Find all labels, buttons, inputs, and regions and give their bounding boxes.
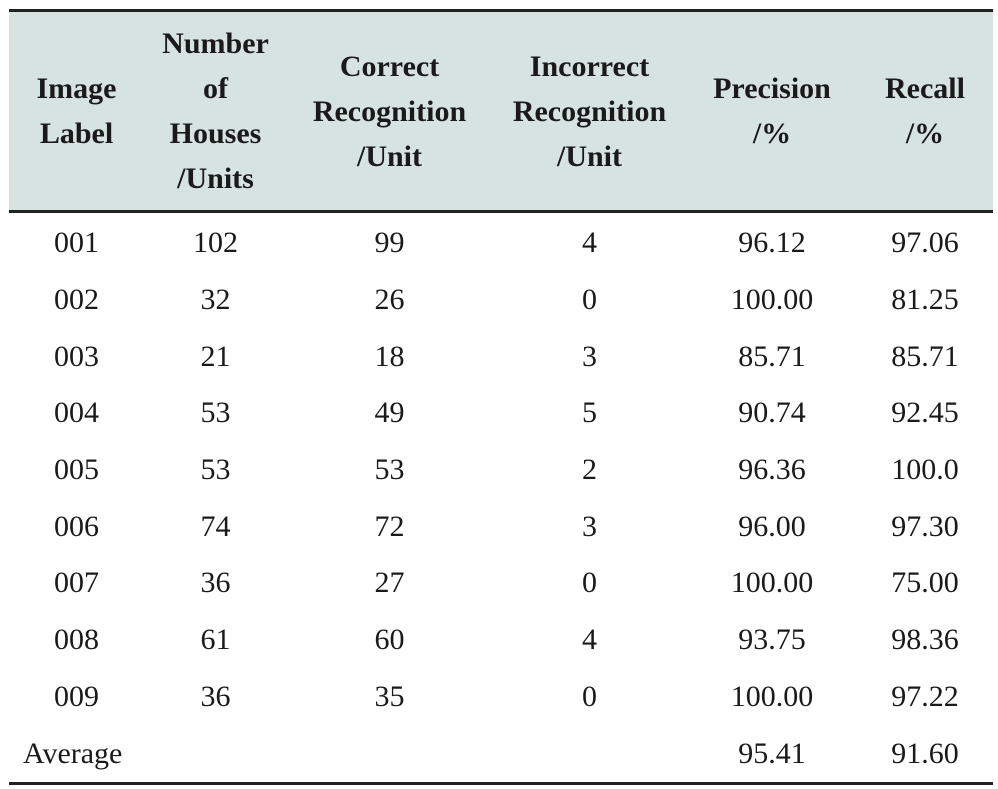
column-header-line: /%: [905, 117, 945, 150]
cell-correct-recognition: 53: [374, 453, 405, 487]
cell-number-of-houses: 53: [200, 453, 231, 487]
column-header-line: Correct: [339, 49, 440, 83]
cell-correct-recognition: 72: [374, 509, 405, 543]
cell-precision: 85.71: [738, 339, 806, 373]
average-row: [9, 725, 993, 783]
cell-precision: 100.00: [730, 679, 814, 713]
cell-incorrect-recognition: 3: [582, 509, 597, 543]
column-header-line: Recognition: [312, 94, 467, 128]
column-header-number-of-houses: [144, 11, 287, 212]
cell-recall: 97.22: [891, 679, 959, 713]
cell-image-label: 006: [54, 509, 99, 543]
column-header-line: Image: [36, 72, 117, 105]
cell-correct-recognition: 49: [374, 396, 405, 430]
results-table-container: [9, 9, 993, 785]
cell-number-of-houses: 32: [200, 283, 231, 317]
cell-correct-recognition: 60: [374, 623, 405, 657]
recognition-results-table: [9, 9, 993, 785]
cell-correct-recognition: 18: [374, 339, 405, 373]
cell-image-label: 003: [54, 339, 99, 373]
table-body: [9, 212, 993, 784]
table-row: [9, 442, 993, 499]
column-header-incorrect-recognition: [492, 11, 687, 212]
average-label: Average: [9, 725, 144, 783]
column-header-line: /Unit: [556, 139, 622, 173]
cell-precision: 100.00: [730, 566, 814, 600]
cell-image-label: 009: [54, 679, 99, 713]
table-row: [9, 612, 993, 669]
cell-image-label: 001: [54, 226, 99, 260]
column-header-line: /%: [752, 117, 792, 150]
average-cell-recall: 91.60: [857, 725, 993, 783]
cell-incorrect-recognition: 3: [582, 339, 597, 373]
column-header-line: Houses: [169, 117, 262, 150]
cell-image-label: 002: [54, 283, 99, 317]
cell-recall: 75.00: [891, 566, 959, 600]
cell-recall: 81.25: [891, 283, 959, 317]
cell-correct-recognition: 35: [374, 679, 405, 713]
cell-correct-recognition: 99: [374, 226, 405, 260]
cell-recall: 98.36: [891, 623, 959, 657]
table-row: [9, 212, 993, 272]
table-row: [9, 272, 993, 329]
average-cell-correct-recognition: [287, 725, 492, 783]
table-row: [9, 555, 993, 612]
cell-image-label: 008: [54, 623, 99, 657]
column-header-line: /Units: [177, 162, 254, 195]
column-header-precision: [687, 11, 857, 212]
column-header-line: Number: [162, 27, 269, 60]
cell-number-of-houses: 102: [193, 226, 238, 260]
column-header-line: Recognition: [512, 94, 667, 128]
cell-number-of-houses: 36: [200, 566, 231, 600]
cell-correct-recognition: 27: [374, 566, 405, 600]
column-header-correct-recognition: [287, 11, 492, 212]
cell-recall: 92.45: [891, 396, 959, 430]
cell-image-label: 007: [54, 566, 99, 600]
cell-number-of-houses: 53: [200, 396, 231, 430]
cell-incorrect-recognition: 0: [582, 283, 597, 317]
table-row: [9, 328, 993, 385]
cell-precision: 96.12: [738, 226, 806, 260]
column-header-image-label: [9, 11, 144, 212]
cell-incorrect-recognition: 2: [582, 453, 597, 487]
column-header-line: Recall: [885, 72, 965, 105]
cell-precision: 100.00: [730, 283, 814, 317]
column-header-recall: [857, 11, 993, 212]
cell-precision: 96.00: [738, 509, 806, 543]
header-row: [9, 11, 993, 212]
cell-incorrect-recognition: 4: [582, 226, 597, 260]
cell-precision: 96.36: [738, 453, 806, 487]
table-header: [9, 11, 993, 212]
table-row: [9, 669, 993, 726]
cell-number-of-houses: 74: [200, 509, 231, 543]
cell-recall: 97.06: [891, 226, 959, 260]
cell-image-label: 004: [54, 396, 99, 430]
cell-incorrect-recognition: 0: [582, 679, 597, 713]
cell-correct-recognition: 26: [374, 283, 405, 317]
column-header-line: /Unit: [356, 139, 422, 173]
cell-recall: 85.71: [891, 339, 959, 373]
column-header-line: Label: [39, 117, 114, 150]
table-row: [9, 498, 993, 555]
cell-recall: 100.0: [891, 453, 959, 487]
cell-number-of-houses: 61: [200, 623, 231, 657]
cell-recall: 97.30: [891, 509, 959, 543]
column-header-line: Incorrect: [529, 49, 650, 83]
table-row: [9, 385, 993, 442]
cell-incorrect-recognition: 5: [582, 396, 597, 430]
cell-number-of-houses: 21: [200, 339, 231, 373]
column-header-line: of: [203, 72, 228, 105]
cell-precision: 93.75: [738, 623, 806, 657]
cell-precision: 90.74: [738, 396, 806, 430]
cell-incorrect-recognition: 0: [582, 566, 597, 600]
average-cell-incorrect-recognition: [492, 725, 687, 783]
cell-image-label: 005: [54, 453, 99, 487]
average-cell-number-of-houses: [144, 725, 287, 783]
cell-number-of-houses: 36: [200, 679, 231, 713]
average-cell-precision: 95.41: [687, 725, 857, 783]
cell-incorrect-recognition: 4: [582, 623, 597, 657]
column-header-line: Precision: [713, 72, 831, 105]
